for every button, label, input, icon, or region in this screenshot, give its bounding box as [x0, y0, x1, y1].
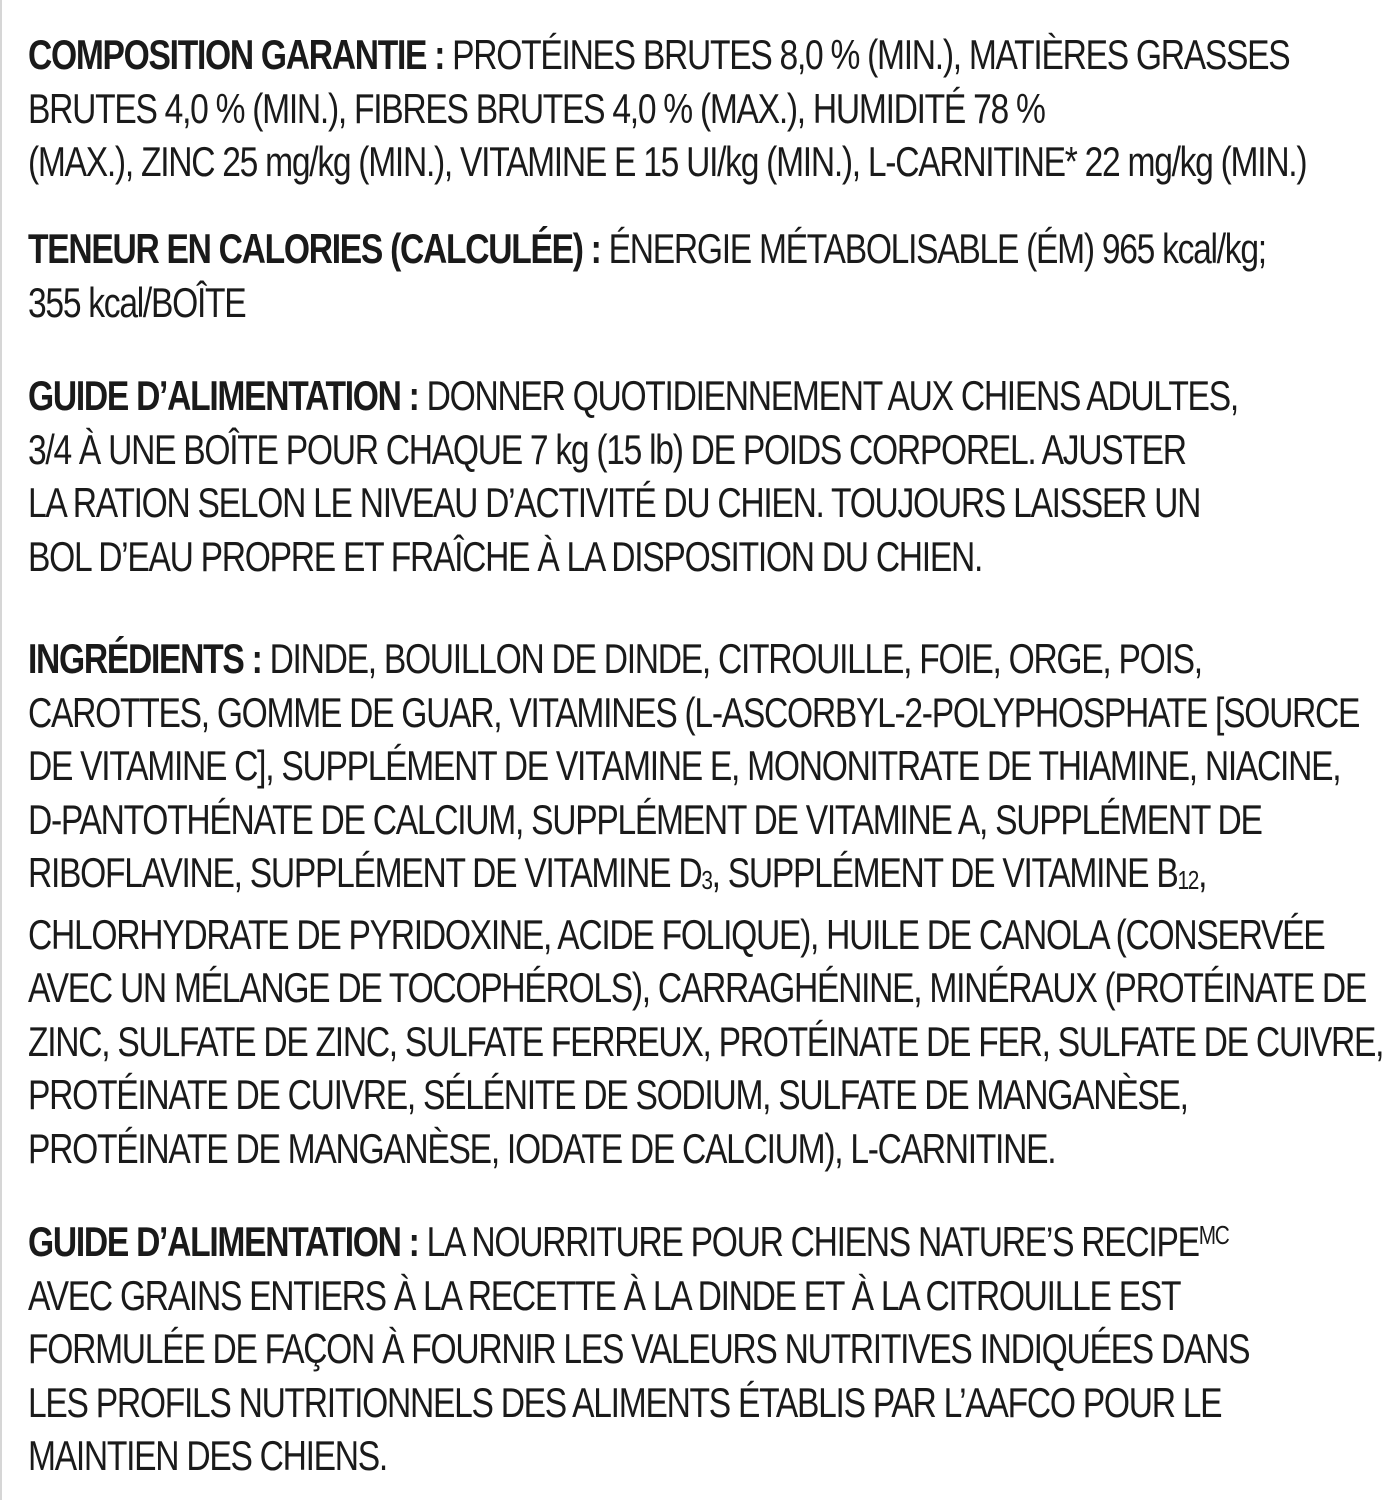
nutritional-statement-line-2: AVEC GRAINS ENTIERS À LA RECETTE À LA DINDE ET À LA CITROUILLE EST	[28, 1271, 1181, 1319]
nutritional-statement-section	[28, 1209, 1250, 1483]
feeding-guide-line-1	[28, 369, 1238, 423]
calorie-content-heading: TENEUR EN CALORIES (CALCULÉE) :	[28, 225, 601, 272]
calorie-content-text: ÉNERGIE MÉTABOLISABLE (ÉM) 965 kcal/kg;	[600, 225, 1266, 272]
ingredients-line-10: PROTÉINATE DE MANGANÈSE, IODATE DE CALCIUM), L-CARNITINE.	[28, 1124, 1056, 1172]
feeding-guide-text: DONNER QUOTIDIENNEMENT AUX CHIENS ADULTES,	[418, 372, 1238, 419]
vitamin-d3-subscript: 3	[701, 865, 712, 895]
calorie-content-section	[28, 222, 1266, 329]
ingredients-line-5	[28, 846, 1207, 908]
nutritional-statement-line-5: MAINTIEN DES CHIENS.	[28, 1432, 387, 1479]
guaranteed-analysis-line-3: (MAX.), ZINC 25 mg/kg (MIN.), VITAMINE E 15 UI/kg (MIN.), L-CARNITINE* 22 mg/kg (MIN.)	[28, 138, 1307, 185]
nutritional-statement-line-3: FORMULÉE DE FAÇON À FOURNIR LES VALEURS NUTRITIVES INDIQUÉES DANS	[28, 1325, 1250, 1372]
feeding-guide-heading: GUIDE D’ALIMENTATION :	[28, 372, 419, 419]
nutritional-statement-text: LA NOURRITURE POUR CHIENS NATURE’S RECIPE	[418, 1218, 1199, 1265]
feeding-guide-line-4: BOL D’EAU PROPRE ET FRAÎCHE À LA DISPOSITION DU CHIEN.	[28, 532, 983, 580]
ingredients-line-3: DE VITAMINE C], SUPPLÉMENT DE VITAMINE E, MONONITRATE DE THIAMINE, NIACINE,	[28, 742, 1341, 789]
calorie-content-line-2: 355 kcal/BOÎTE	[28, 278, 246, 326]
ingredients-heading: INGRÉDIENTS :	[28, 635, 262, 682]
feeding-guide-line-2: 3/4 À UNE BOÎTE POUR CHAQUE 7 kg (15 lb) DE POIDS CORPOREL. AJUSTER	[28, 425, 1186, 473]
ingredients-line-5-part-2: , SUPPLÉMENT DE VITAMINE B	[711, 849, 1178, 896]
vitamin-b12-subscript: 12	[1177, 865, 1199, 895]
nutritional-statement-line-1	[28, 1209, 1229, 1269]
ingredients-text: DINDE, BOUILLON DE DINDE, CITROUILLE, FOIE, ORGE, POIS,	[261, 635, 1202, 682]
ingredients-line-8: ZINC, SULFATE DE ZINC, SULFATE FERREUX, PROTÉINATE DE FER, SULFATE DE CUIVRE,	[28, 1017, 1384, 1065]
ingredients-line-7: AVEC UN MÉLANGE DE TOCOPHÉROLS), CARRAGHÉNINE, MINÉRAUX (PROTÉINATE DE	[28, 964, 1367, 1011]
guaranteed-analysis-section	[28, 28, 1307, 189]
ingredients-section	[28, 632, 1384, 1175]
feeding-guide-section	[28, 369, 1238, 583]
trademark-superscript: MC	[1198, 1220, 1229, 1250]
nutritional-statement-heading: GUIDE D’ALIMENTATION :	[28, 1218, 419, 1265]
ingredients-line-6: CHLORHYDRATE DE PYRIDOXINE, ACIDE FOLIQUE), HUILE DE CANOLA (CONSERVÉE	[28, 910, 1325, 958]
ingredients-line-9: PROTÉINATE DE CUIVRE, SÉLÉNITE DE SODIUM, SULFATE DE MANGANÈSE,	[28, 1071, 1188, 1118]
nutritional-statement-line-4: LES PROFILS NUTRITIONNELS DES ALIMENTS ÉTABLIS PAR L’AAFCO POUR LE	[28, 1378, 1222, 1426]
ingredients-line-2: CAROTTES, GOMME DE GUAR, VITAMINES (L-ASCORBYL-2-POLYPHOSPHATE [SOURCE	[28, 688, 1360, 736]
calorie-content-line-1	[28, 222, 1266, 276]
guaranteed-analysis-line-1	[28, 28, 1290, 82]
guaranteed-analysis-heading: COMPOSITION GARANTIE :	[28, 31, 445, 78]
ingredients-line-5-part-1: RIBOFLAVINE, SUPPLÉMENT DE VITAMINE D	[28, 849, 702, 896]
ingredients-line-4: D-PANTOTHÉNATE DE CALCIUM, SUPPLÉMENT DE VITAMINE A, SUPPLÉMENT DE	[28, 795, 1262, 843]
guaranteed-analysis-line-2: BRUTES 4,0 % (MIN.), FIBRES BRUTES 4,0 % (MAX.), HUMIDITÉ 78 %	[28, 84, 1045, 132]
ingredients-line-5-part-3: ,	[1198, 849, 1207, 896]
ingredients-line-1	[28, 632, 1202, 686]
feeding-guide-line-3: LA RATION SELON LE NIVEAU D’ACTIVITÉ DU CHIEN. TOUJOURS LAISSER UN	[28, 479, 1201, 526]
guaranteed-analysis-text: PROTÉINES BRUTES 8,0 % (MIN.), MATIÈRES GRASSES	[444, 31, 1290, 78]
